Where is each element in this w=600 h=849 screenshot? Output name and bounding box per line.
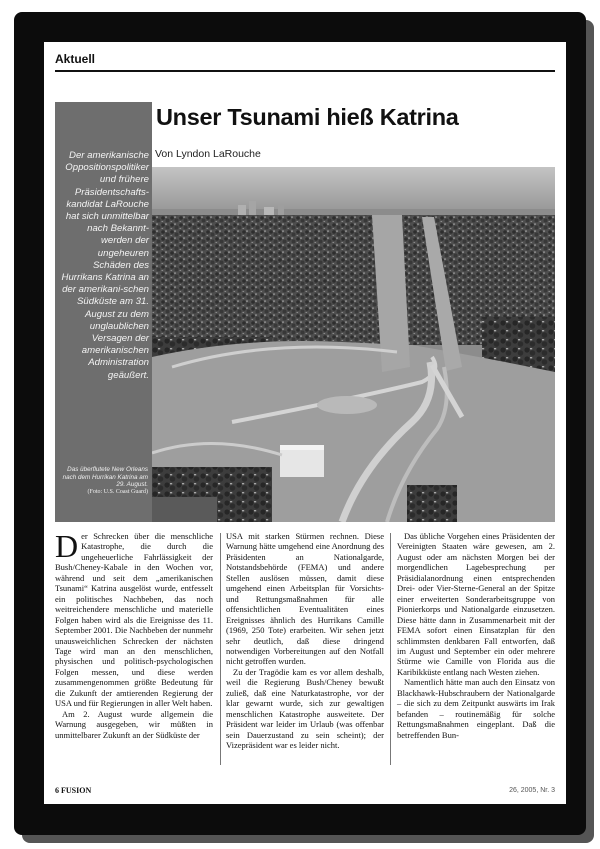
paragraph: Zu der Tragödie kam es vor allem deshalb, weil die Regierung Bush/Cheney bewußt zuließ, daß eine Naturkatastrophe, vor der klar gewarnt wurde, sich zur gewaltigen menschlichen Katastrophe ausweitete. Der Präsident war leider im Urlaub (was offenbar sein Dauerzustand zu sein scheint); der Vizepräsident war es leider nicht.	[226, 666, 384, 751]
paragraph: USA mit starken Stürmen rechnen. Diese Warnung hätte umgehend eine Anordnung des Präsidenten an Nationalgarde, Notstandsbehörde (FEMA) und andere Stellen auslösen müssen, damit diese umgehend einen Arbeitsplan für Vorsichts- und Rettungsmaßnahmen für alle offensichtlichen Eventualitäten eines Ereignisses ähnlich des Hurrikans Camille (1969, 250 Tote) erarbeiten. Wir sehen jetzt sehr deutlich, daß diese dringend notwendigen Vorbereitungen auf den Notfall nicht getroffen wurden.	[226, 531, 384, 667]
paragraph-text: er Schrecken über die menschliche Katastrophe, die durch die ungeheuerliche Fahrlässigkeit der Bush/Cheney-Kabale in den Wochen vor, während und seit dem „amerikanischen Tsunami“ Katrina ausgelöst wurde, entfesselt ein politisches Nachbeben, das noch weitreichendere menschliche und materielle Folgen haben wird als die Ereignisse des 11. September 2001. Die Nachbeben der nunmehr unausweichlichen Schrecken der nächsten Tage wird man an den menschlichen, physischen und politisch-psychologischen Folgen messen, und diese werden zusammengenommen größte Bedeutung für die Zukunft der amtierenden Regierung der USA und für Regierungen in aller Welt haben.	[55, 531, 213, 709]
column-divider	[220, 533, 221, 765]
section-label: Aktuell	[55, 52, 96, 66]
paragraph	[55, 528, 213, 709]
column-3	[397, 531, 555, 740]
photo-caption	[60, 466, 148, 496]
drop-cap: D	[55, 528, 79, 564]
magazine-page	[44, 42, 566, 804]
page-frame	[14, 12, 586, 835]
column-1	[55, 528, 213, 740]
article-title: Unser Tsunami hieß Katrina	[156, 104, 459, 130]
header-rule	[55, 70, 555, 72]
paragraph: Namentlich hätte man auch den Einsatz von Blackhawk-Hubschraubern der Nationalgarde – die sich zu dem Zeitpunkt auswärts im Irak befanden – routinemäßig für solche Rettungsmaßnahmen eingeplant. Daß die betreffenden Bun-	[397, 677, 555, 740]
caption-credit: (Foto: U.S. Coast Guard)	[87, 488, 148, 495]
flood-photo	[152, 167, 555, 522]
article-body	[55, 528, 555, 781]
footer-issue: 26, 2005, Nr. 3	[509, 787, 555, 794]
article-byline: Von Lyndon LaRouche	[155, 148, 261, 160]
lead-text: Der amerikanische Oppositionspolitiker und frühere Präsidentschafts-kandidat LaRouche hat sich unmittelbar nach Bekannt-werden der ungeheuren Schäden des Hurrikans Katrina an der amerikani-schen Südküste am 31. August zu dem unglaublichen Versagen der amerikanischen Administration geäußert.	[61, 150, 149, 381]
paragraph: Das übliche Vorgehen eines Präsidenten der Vereinigten Staaten wäre gewesen, am 2. August oder am nächsten Morgen bei der morgendlichen Lagebesprechung per Präsidialanordnung einen entsprechenden Drei- oder Vier-Sterne-General an der Spitze einer erweiterten Sonderarbeitsgruppe von Pionierkorps und Nationalgarde einzusetzen. Diese hätte dann in Zusammenarbeit mit der FEMA sofort einen Einsatzplan für den schlimmsten denkbaren Fall entworfen, daß im August und September ein oder mehrere Stürme wie Camille von Florida aus die Karibikküste entlang nach Westen ziehen.	[397, 531, 555, 677]
paragraph: Am 2. August wurde allgemein die Warnung ausgegeben, wir müßten in unmittelbarer Zukunft an der Südküste der	[55, 708, 213, 740]
caption-text: Das überflutete New Orleans nach dem Hurrikan Katrina am 29. August.	[62, 466, 148, 489]
column-divider	[390, 533, 391, 765]
column-2	[226, 531, 384, 751]
footer-page-number: 6 FUSION	[55, 786, 92, 795]
